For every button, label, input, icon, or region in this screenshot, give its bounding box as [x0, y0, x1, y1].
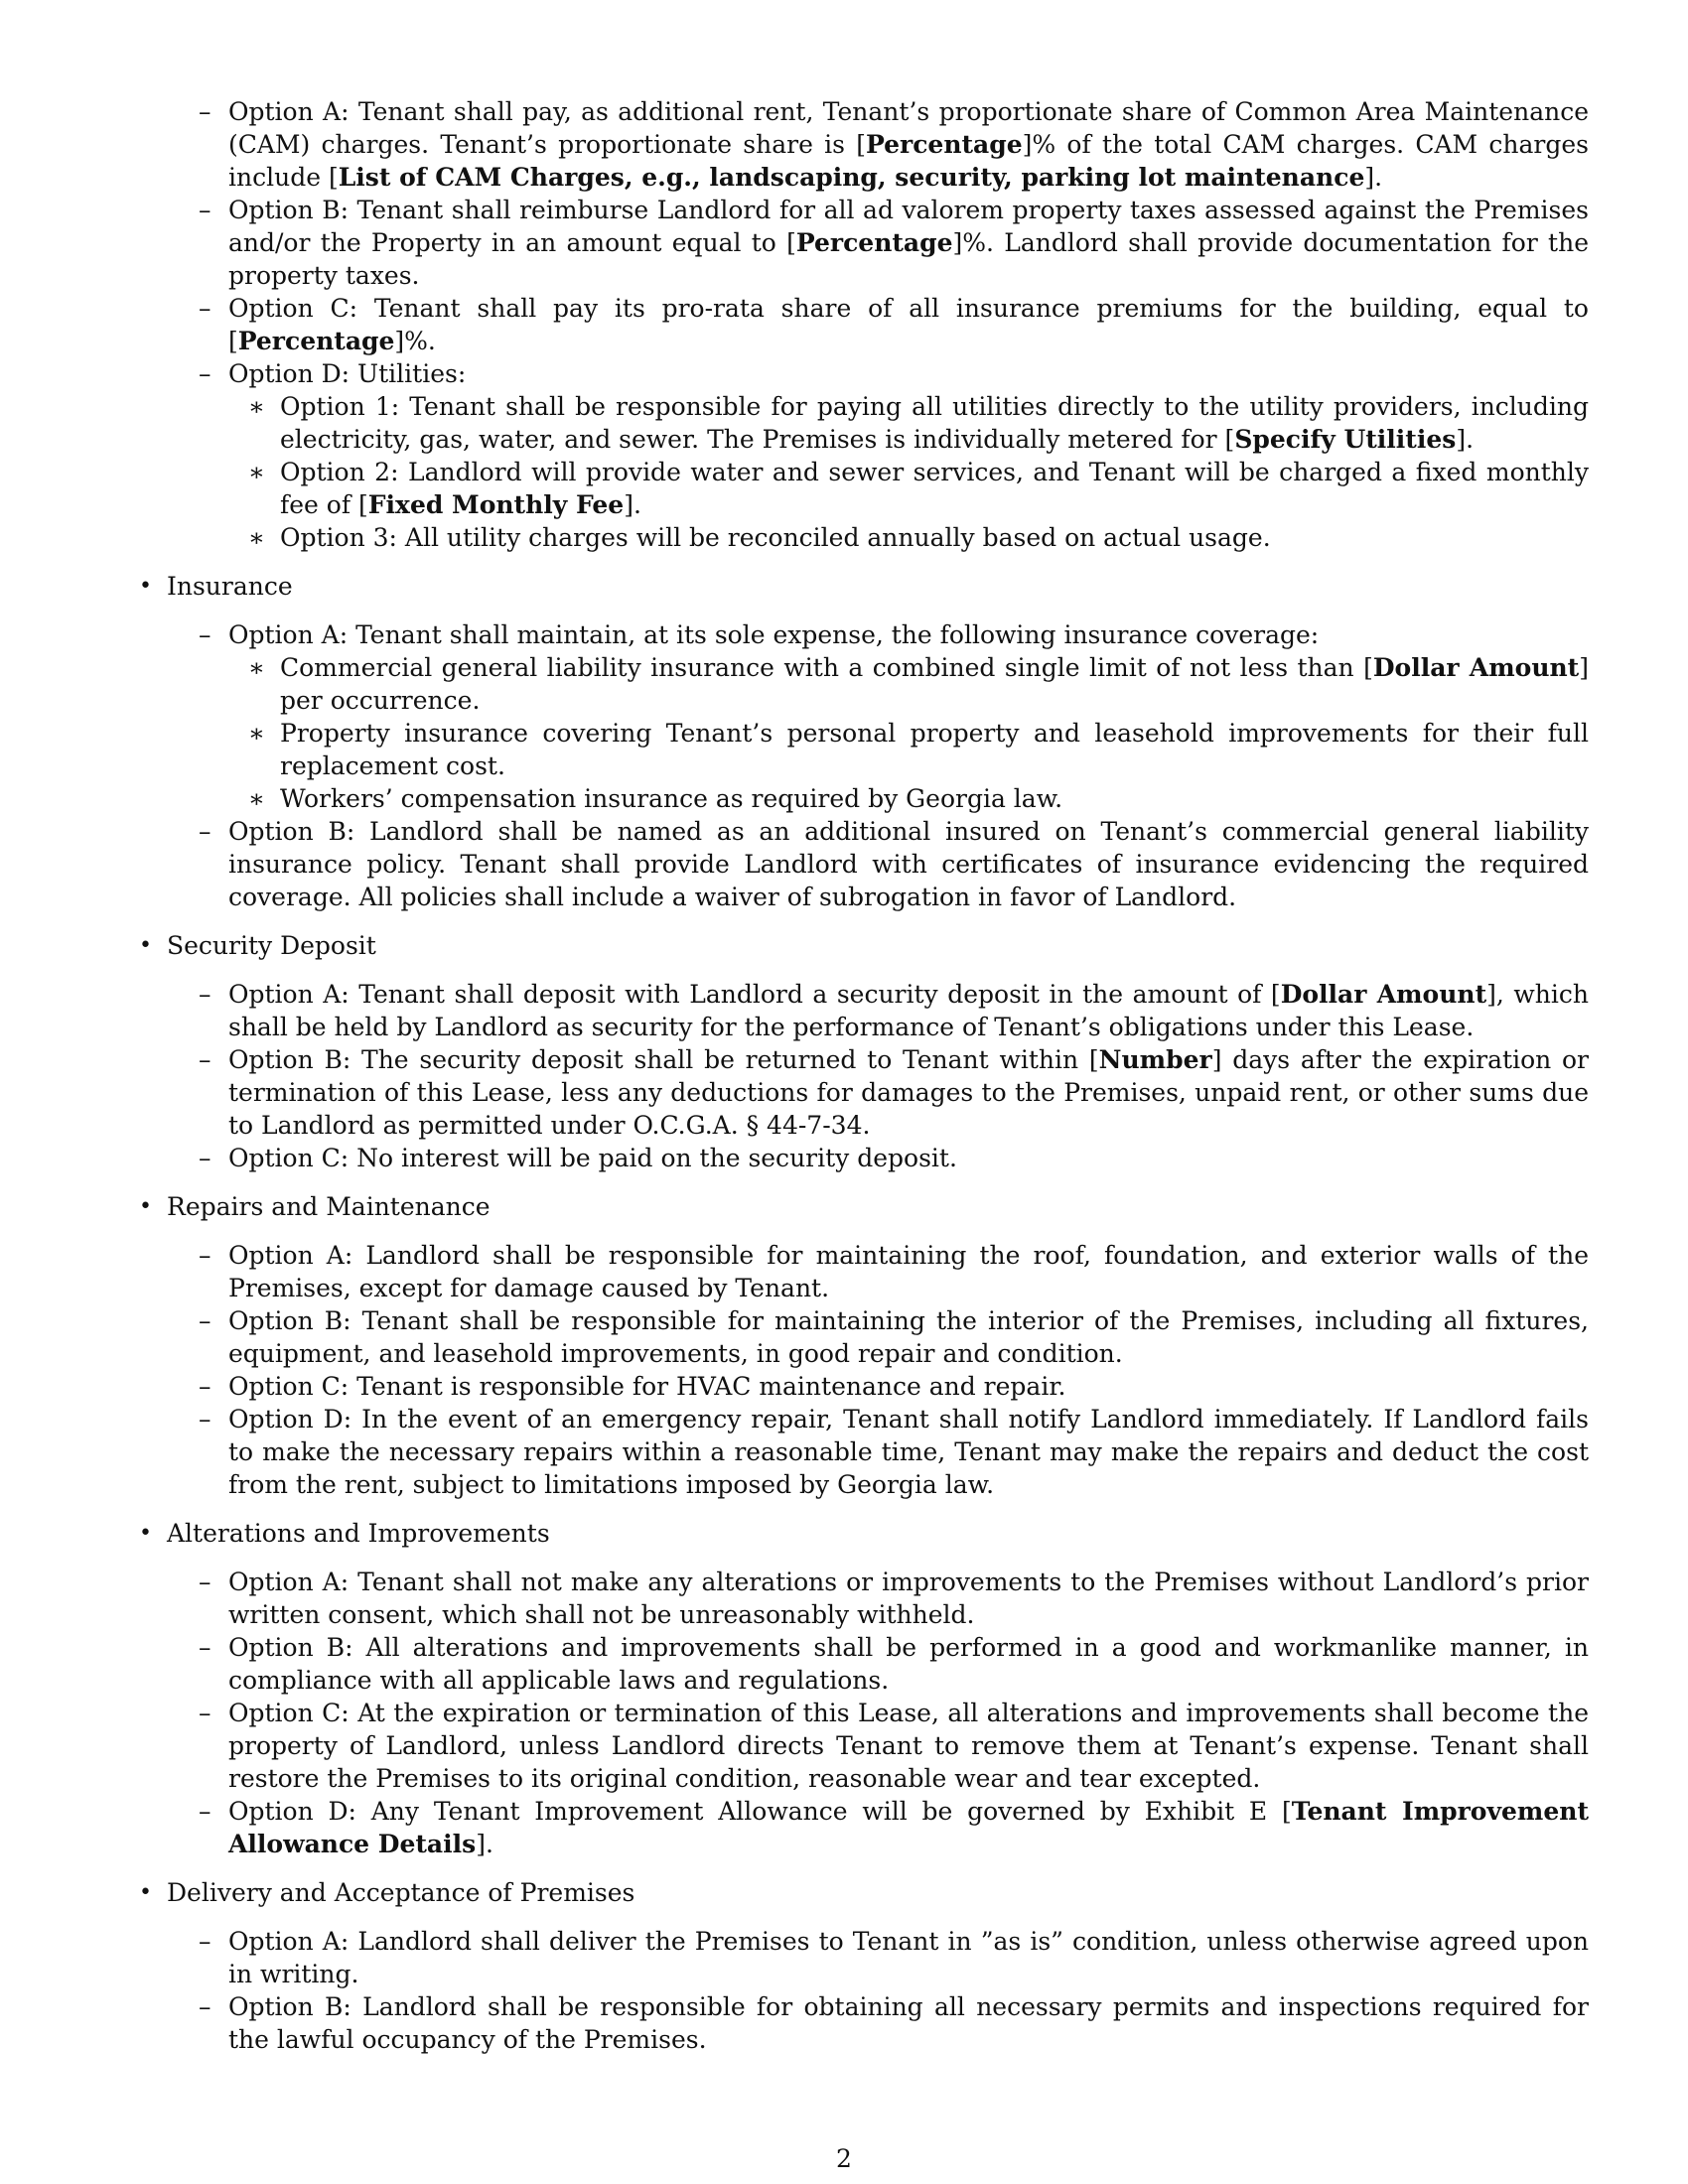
option-text: ] days after the expiration or termination of this Lease, less any deductions for damages to the Premises, unpaid rent, or other sums due to Landlord as permitted under O.C.G.A. § 44-7-34. — [228, 1045, 1589, 1140]
option-text: Option A: Tenant shall not make any alterations or improvements to the Premises without Landlord’s prior written consent, which shall not be unreasonably withheld. — [228, 1568, 1589, 1629]
placeholder-field: Fixed Monthly Fee — [367, 490, 625, 519]
placeholder-field: List of CAM Charges, e.g., landscaping, security, parking lot maintenance — [338, 163, 1365, 192]
placeholder-field: Percentage — [795, 228, 953, 257]
cam-option-a — [139, 95, 1589, 194]
section-heading-security-deposit — [139, 929, 1589, 962]
option-text: Option C: Tenant is responsible for HVAC maintenance and repair. — [228, 1372, 1066, 1401]
bullet-marker: • — [139, 933, 152, 958]
dash-marker: – — [199, 97, 211, 126]
bullet-marker: • — [139, 1880, 152, 1905]
utilities-option-3 — [139, 521, 1589, 554]
dash-marker: – — [199, 359, 211, 388]
dash-marker: – — [199, 980, 211, 1009]
utilities-option-1 — [139, 390, 1589, 456]
dash-marker: – — [199, 196, 211, 224]
option-text: Property insurance covering Tenant’s personal property and leasehold improvements for their full replacement cost. — [280, 719, 1589, 780]
dash-marker: – — [199, 294, 211, 323]
dash-marker: – — [199, 1927, 211, 1956]
insurance-premiums-option-c — [139, 292, 1589, 357]
insurance-property — [139, 717, 1589, 782]
utilities-option-d — [139, 357, 1589, 390]
alterations-option-b — [139, 1631, 1589, 1697]
option-text: ]. — [476, 1830, 493, 1858]
option-text: Option 1: Tenant shall be responsible for paying all utilities directly to the utility providers, including electricity, gas, water, and sewer. The Premises is individually metered for [ — [280, 392, 1589, 454]
option-text: Option D: Utilities: — [228, 359, 467, 388]
dash-marker: – — [199, 1045, 211, 1074]
option-text: Option B: Landlord shall be named as an additional insured on Tenant’s commercial general liability insurance policy. Tenant shall provide Landlord with certificates of insurance evidencing the required coverage. All policies shall include a waiver of subrogation in favor of Landlord. — [228, 817, 1589, 911]
deposit-option-c — [139, 1142, 1589, 1174]
dash-marker: – — [199, 1633, 211, 1662]
option-text: Option A: Tenant shall pay, as additional rent, Tenant’s proportionate share of Common Area Maintenance (CAM) charges. Tenant’s proportionate share is [ — [228, 97, 1589, 159]
repairs-option-a — [139, 1239, 1589, 1304]
option-text: ] per occurrence. — [280, 653, 1589, 715]
placeholder-field: Percentage — [237, 327, 395, 355]
option-text: ]. — [624, 490, 641, 519]
star-marker: ∗ — [248, 458, 265, 486]
option-text: ]% of the total CAM charges. CAM charges include [ — [228, 130, 1590, 192]
option-text: Option C: At the expiration or termination of this Lease, all alterations and improvements shall become the property of Landlord, unless Landlord directs Tenant to remove them at Tenant’s expense. Tenant shall restore the Premises to its original condition, reasonable wear and tear excepted. — [228, 1699, 1589, 1793]
star-marker: ∗ — [248, 653, 265, 682]
document-body — [139, 95, 1589, 2056]
star-marker: ∗ — [248, 784, 265, 813]
placeholder-field: Tenant Improvement Allowance Details — [228, 1797, 1589, 1858]
option-text: Option A: Tenant shall deposit with Landlord a security deposit in the amount of [ — [228, 980, 1281, 1009]
option-text: Option C: Tenant shall pay its pro-rata share of all insurance premiums for the building, equal to [ — [228, 294, 1589, 355]
dash-marker: – — [199, 1241, 211, 1270]
dash-marker: – — [199, 1372, 211, 1401]
section-heading-insurance — [139, 570, 1589, 603]
dash-marker: – — [199, 1699, 211, 1727]
dash-marker: – — [199, 1306, 211, 1335]
option-text: Option 3: All utility charges will be reconciled annually based on actual usage. — [280, 523, 1271, 552]
option-text: Commercial general liability insurance with a combined single limit of not less than [ — [280, 653, 1373, 682]
option-text: Option 2: Landlord will provide water and sewer services, and Tenant will be charged a fixed monthly fee of [ — [280, 458, 1589, 519]
dash-marker: – — [199, 1797, 211, 1826]
star-marker: ∗ — [248, 392, 265, 421]
insurance-workers-comp — [139, 782, 1589, 815]
option-text: Option B: Tenant shall reimburse Landlord for all ad valorem property taxes assessed against the Premises and/or the Property in an amount equal to [ — [228, 196, 1589, 257]
dash-marker: – — [199, 1405, 211, 1433]
option-text: Option A: Landlord shall be responsible for maintaining the roof, foundation, and exterior walls of the Premises, except for damage caused by Tenant. — [228, 1241, 1589, 1302]
deposit-option-b — [139, 1043, 1589, 1142]
dash-marker: – — [199, 1144, 211, 1172]
option-text: Option B: The security deposit shall be returned to Tenant within [ — [228, 1045, 1099, 1074]
dash-marker: – — [199, 1992, 211, 2021]
section-title: Alterations and Improvements — [167, 1519, 550, 1548]
section-title: Security Deposit — [167, 931, 376, 960]
repairs-option-d — [139, 1403, 1589, 1501]
placeholder-field: Percentage — [866, 130, 1023, 159]
option-text: Workers’ compensation insurance as required by Georgia law. — [280, 784, 1063, 813]
page-number: 2 — [836, 2144, 852, 2173]
utilities-option-2 — [139, 456, 1589, 521]
repairs-option-b — [139, 1304, 1589, 1370]
star-marker: ∗ — [248, 719, 265, 748]
delivery-option-b — [139, 1990, 1589, 2056]
option-text: ]%. — [394, 327, 436, 355]
option-text: Option D: In the event of an emergency repair, Tenant shall notify Landlord immediately. If Landlord fails to make the necessary repairs within a reasonable time, Tenant may make the repairs and deduct the cost from the rent, subject to limitations imposed by Georgia law. — [228, 1405, 1589, 1499]
placeholder-field: Dollar Amount — [1372, 653, 1580, 682]
deposit-option-a — [139, 978, 1589, 1043]
option-text: Option D: Any Tenant Improvement Allowance will be governed by Exhibit E [ — [228, 1797, 1292, 1826]
bullet-marker: • — [139, 1194, 152, 1219]
option-text: Option C: No interest will be paid on the security deposit. — [228, 1144, 957, 1172]
alterations-option-d — [139, 1795, 1589, 1860]
bullet-marker: • — [139, 574, 152, 599]
dash-marker: – — [199, 620, 211, 649]
insurance-option-b — [139, 815, 1589, 913]
dash-marker: – — [199, 1568, 211, 1596]
option-text: Option B: Tenant shall be responsible for maintaining the interior of the Premises, including all fixtures, equipment, and leasehold improvements, in good repair and condition. — [228, 1306, 1589, 1368]
option-text: Option A: Landlord shall deliver the Premises to Tenant in ”as is” condition, unless otherwise agreed upon in writing. — [228, 1927, 1589, 1988]
bullet-marker: • — [139, 1521, 152, 1546]
dash-marker: – — [199, 817, 211, 846]
option-text: Option B: All alterations and improvements shall be performed in a good and workmanlike manner, in compliance with all applicable laws and regulations. — [228, 1633, 1589, 1695]
placeholder-field: Dollar Amount — [1280, 980, 1487, 1009]
option-text: Option A: Tenant shall maintain, at its sole expense, the following insurance coverage: — [228, 620, 1320, 649]
placeholder-field: Specify Utilities — [1234, 425, 1457, 454]
option-text: ], which shall be held by Landlord as security for the performance of Tenant’s obligations under this Lease. — [228, 980, 1589, 1041]
section-title: Insurance — [167, 572, 293, 601]
placeholder-field: Number — [1098, 1045, 1212, 1074]
insurance-option-a — [139, 618, 1589, 651]
section-heading-repairs — [139, 1190, 1589, 1223]
section-heading-alterations — [139, 1517, 1589, 1550]
insurance-liability — [139, 651, 1589, 717]
option-text: Option B: Landlord shall be responsible for obtaining all necessary permits and inspections required for the lawful occupancy of the Premises. — [228, 1992, 1589, 2054]
repairs-option-c — [139, 1370, 1589, 1403]
delivery-option-a — [139, 1925, 1589, 1990]
alterations-option-c — [139, 1697, 1589, 1795]
star-marker: ∗ — [248, 523, 265, 552]
section-heading-delivery — [139, 1876, 1589, 1909]
option-text: ]. — [1364, 163, 1383, 192]
option-text: ]%. Landlord shall provide documentation for the property taxes. — [228, 228, 1589, 290]
section-title: Repairs and Maintenance — [167, 1192, 491, 1221]
option-text: ]. — [1456, 425, 1475, 454]
section-title: Delivery and Acceptance of Premises — [167, 1878, 635, 1907]
taxes-option-b — [139, 194, 1589, 292]
alterations-option-a — [139, 1566, 1589, 1631]
